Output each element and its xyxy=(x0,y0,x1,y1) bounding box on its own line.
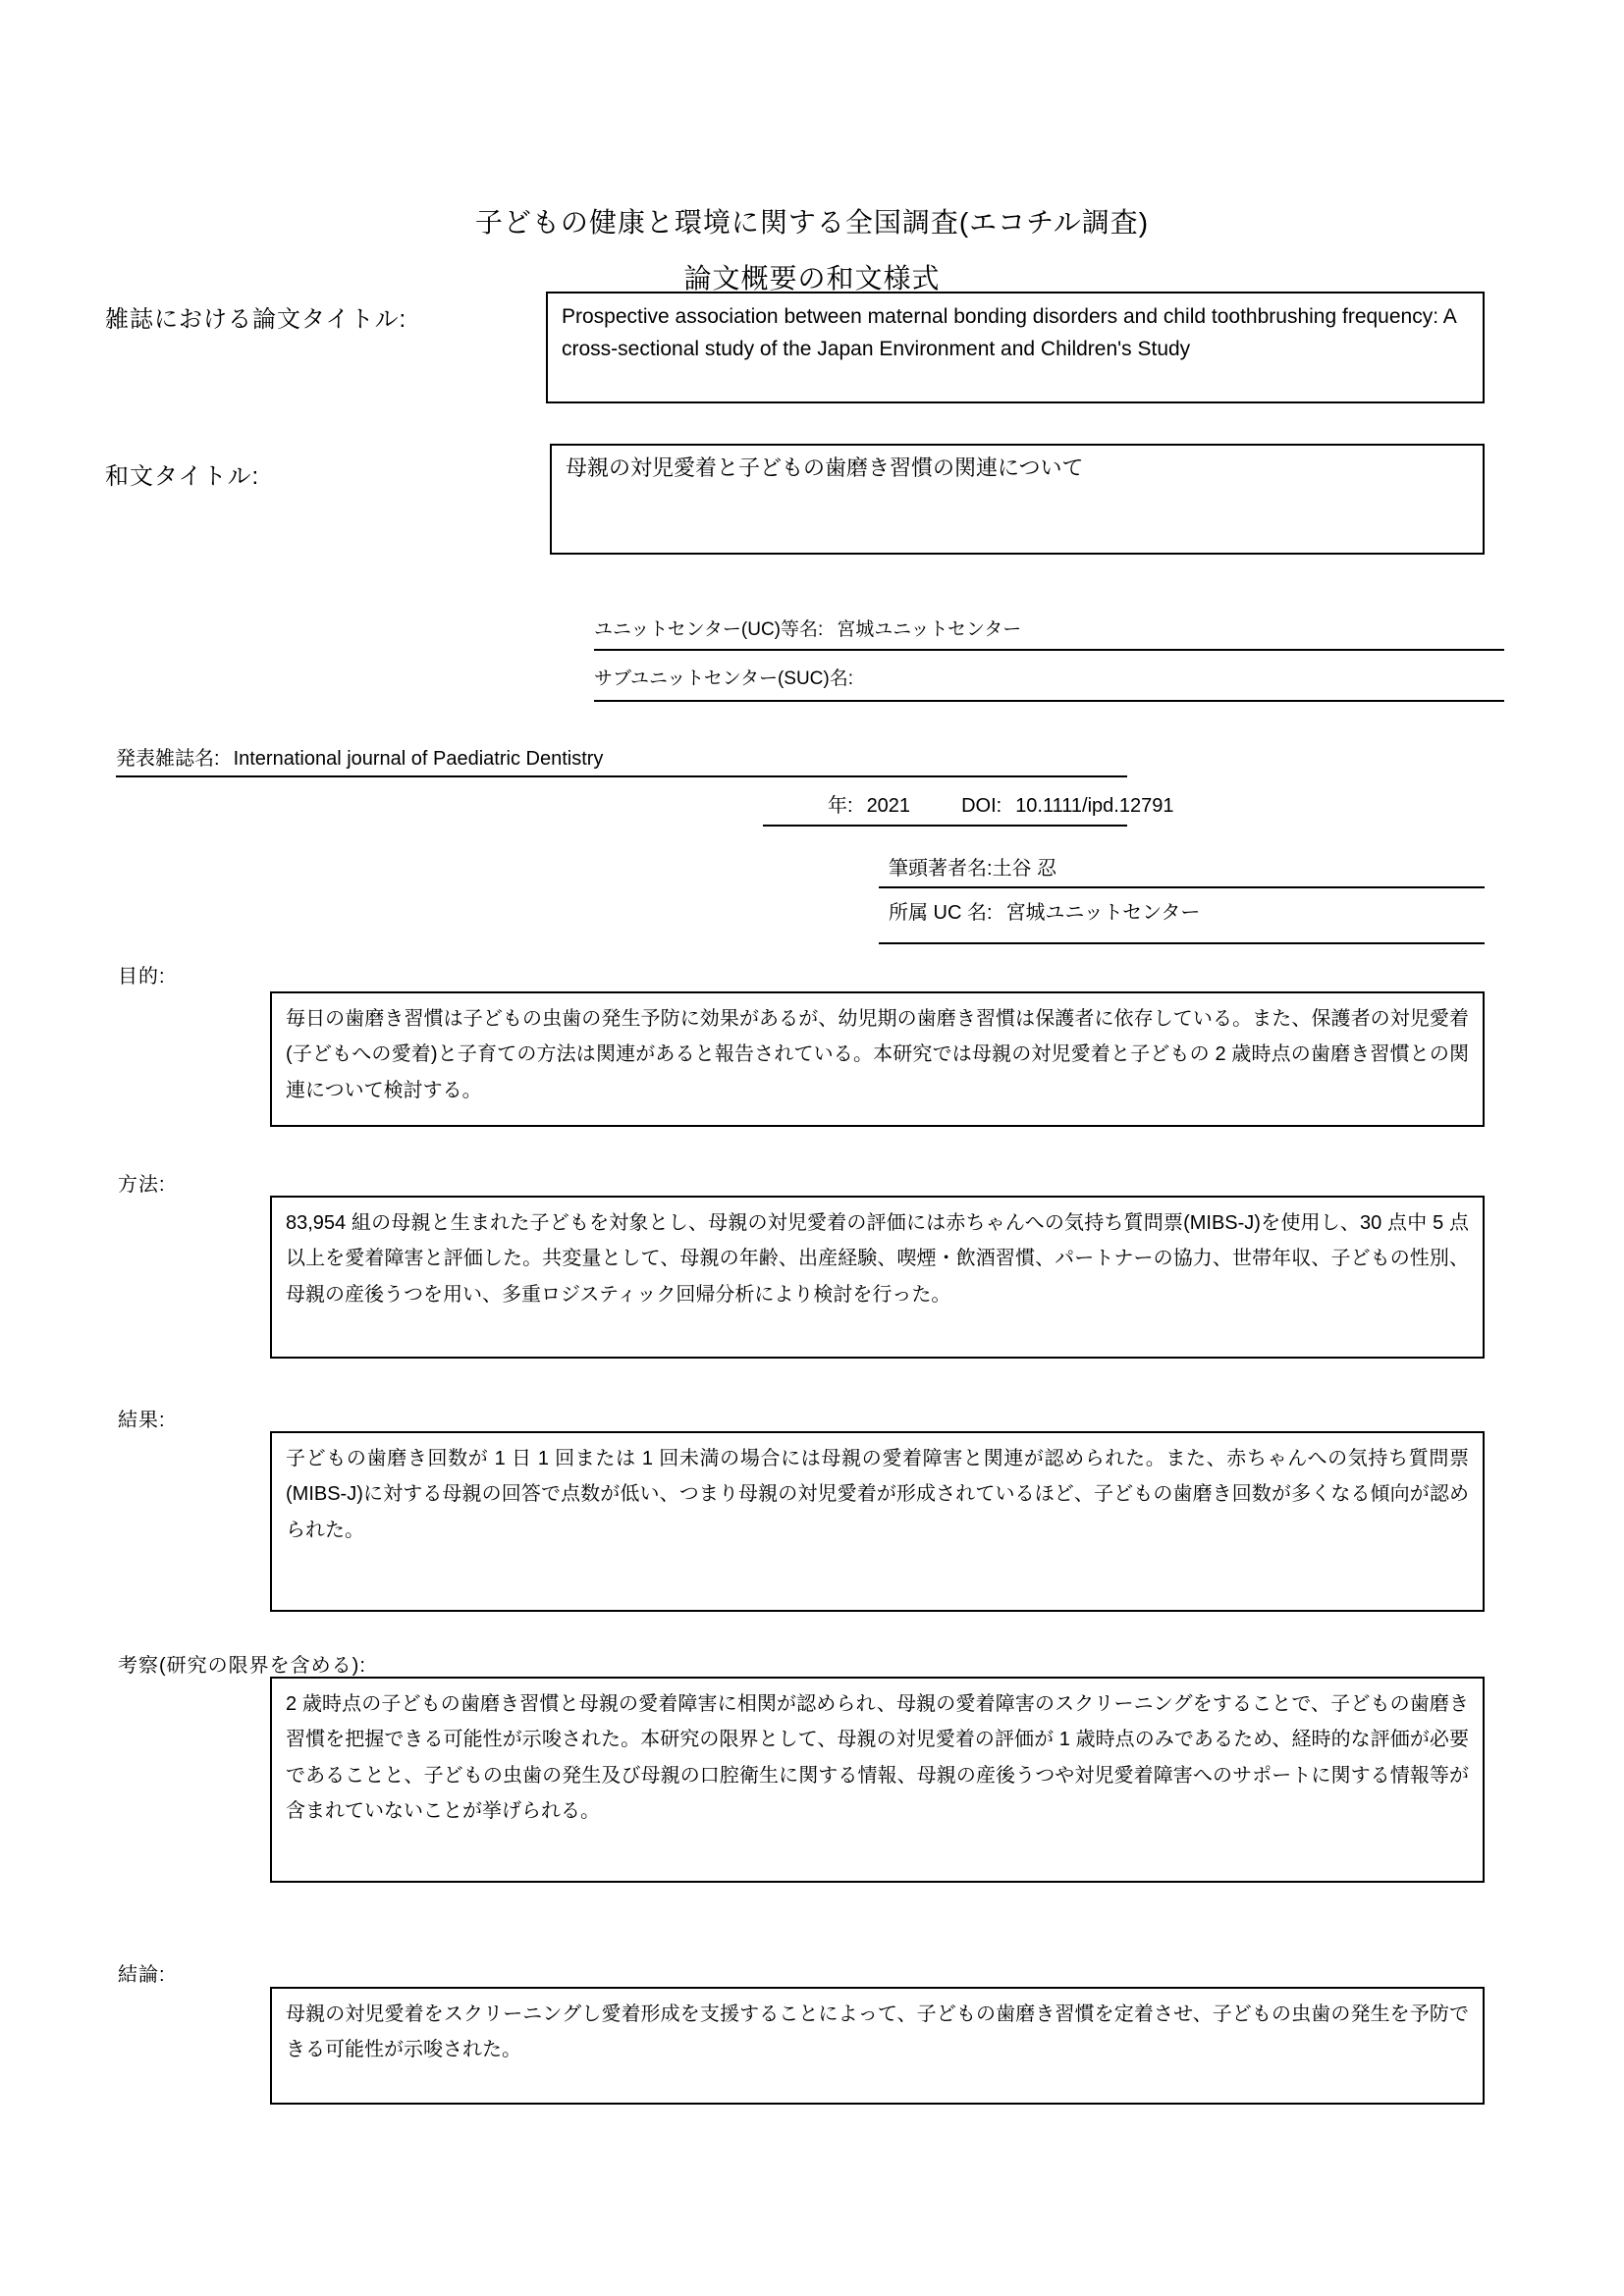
first-author-label: 筆頭著者名: xyxy=(889,858,993,880)
japanese-title-box xyxy=(550,444,1485,555)
section-discussion-label: 考察(研究の限界を含める): xyxy=(118,1655,366,1677)
journal-name-row xyxy=(116,742,1127,777)
doi-label: DOI: xyxy=(961,795,1002,817)
section-results-body: 子どもの歯磨き回数が 1 日 1 回または 1 回未満の場合には母親の愛着障害と関連が認められた。また、赤ちゃんへの気持ち質問票(MIBS-J)に対する母親の回答で点数が低い、つまり母親の対児愛着が形成されているほど、子どもの歯磨き回数が多くなる傾向が認められた。 xyxy=(286,1448,1469,1541)
affiliation-uc-row xyxy=(879,896,1485,944)
year-label: 年: xyxy=(828,795,853,817)
journal-title-value: Prospective association between maternal bonding disorders and child toothbrushing frequency: A cross-sectional study of the Japan Environment and Children's Study xyxy=(562,305,1456,360)
unit-center-row xyxy=(594,614,1504,651)
first-author-row xyxy=(879,852,1485,888)
sub-unit-center-label: サブユニットセンター(SUC)名: xyxy=(594,668,854,689)
section-conclusion-box xyxy=(270,1987,1485,2105)
year-doi-row xyxy=(763,789,1174,827)
journal-title-box xyxy=(546,292,1485,403)
doi-value: 10.1111/ipd.12791 xyxy=(1015,795,1174,817)
section-results-label: 結果: xyxy=(118,1410,166,1431)
section-methods-box xyxy=(270,1196,1485,1359)
journal-name-value: International journal of Paediatric Dentistry xyxy=(233,748,604,770)
document-title-line2: 論文概要の和文様式 xyxy=(683,263,941,294)
japanese-title-label: 和文タイトル: xyxy=(105,463,260,490)
first-author-value: 土谷 忍 xyxy=(992,858,1057,880)
section-methods-label: 方法: xyxy=(118,1174,166,1196)
unit-center-value: 宮城ユニットセンター xyxy=(837,619,1022,640)
sub-unit-center-row xyxy=(594,664,1504,702)
section-purpose-box xyxy=(270,991,1485,1127)
journal-name-label: 発表雑誌名: xyxy=(116,748,220,770)
section-methods-body: 83,954 組の母親と生まれた子どもを対象とし、母親の対児愛着の評価には赤ちゃんへの気持ち質問票(MIBS-J)を使用し、30 点中 5 点以上を愛着障害と評価した。共変量として、母親の年齢、出産経験、喫煙・飲酒習慣、パートナーの協力、世帯年収、子どもの性別、母親の産後うつを用い、多重ロジスティック回帰分析により検討を行った。 xyxy=(286,1212,1469,1306)
section-conclusion-body: 母親の対児愛着をスクリーニングし愛着形成を支援することによって、子どもの歯磨き習慣を定着させ、子どもの虫歯の発生を予防できる可能性が示唆された。 xyxy=(286,2003,1469,2061)
section-conclusion-label: 結論: xyxy=(118,1964,166,1986)
document-title-line1: 子どもの健康と環境に関する全国調査(エコチル調査) xyxy=(474,207,1150,238)
section-purpose-label: 目的: xyxy=(118,966,166,988)
journal-title-label: 雑誌における論文タイトル: xyxy=(105,306,407,333)
unit-center-label: ユニットセンター(UC)等名: xyxy=(594,619,824,640)
affiliation-uc-label: 所属 UC 名: xyxy=(889,902,993,924)
year-value: 2021 xyxy=(866,795,911,817)
affiliation-uc-value: 宮城ユニットセンター xyxy=(1005,902,1201,924)
section-purpose-body: 毎日の歯磨き習慣は子どもの虫歯の発生予防に効果があるが、幼児期の歯磨き習慣は保護者に依存している。また、保護者の対児愛着(子どもへの愛着)と子育ての方法は関連があると報告されている。本研究では母親の対児愛着と子どもの 2 歳時点の歯磨き習慣との関連について検討する。 xyxy=(286,1008,1469,1101)
section-discussion-body: 2 歳時点の子どもの歯磨き習慣と母親の愛着障害に相関が認められ、母親の愛着障害のスクリーニングをすることで、子どもの歯磨き習慣を把握できる可能性が示唆された。本研究の限界として、母親の対児愛着の評価が 1 歳時点のみであるため、経時的な評価が必要であることと、子どもの虫歯の発生及び母親の口腔衛生に関する情報、母親の産後うつや対児愛着障害へのサポートに関する情報等が含まれていないことが挙げられる。 xyxy=(286,1693,1469,1823)
japanese-title-value: 母親の対児愛着と子どもの歯磨き習慣の関連について xyxy=(566,455,1084,480)
section-results-box xyxy=(270,1431,1485,1612)
section-discussion-box xyxy=(270,1677,1485,1883)
